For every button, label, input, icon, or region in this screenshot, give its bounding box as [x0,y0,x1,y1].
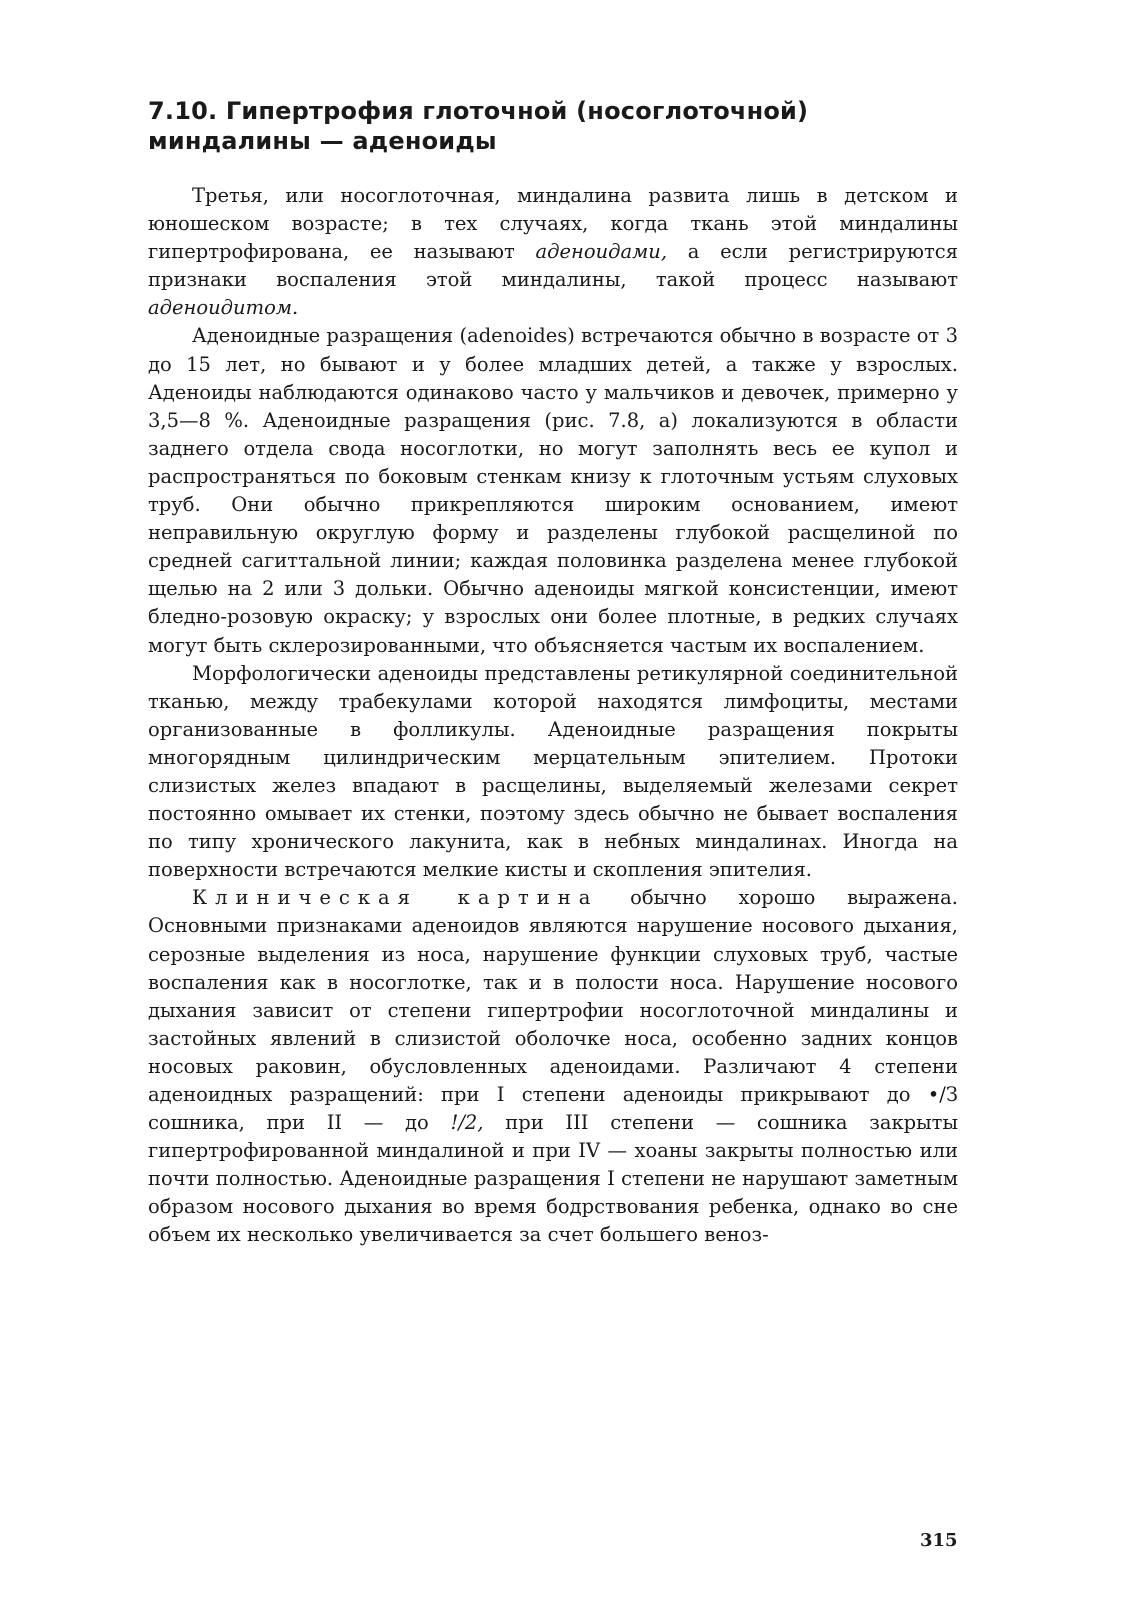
paragraph-1-text-b: а если регистрируются признаки воспаления этой миндалины, такой процесс называют [148,240,958,292]
paragraph-1 [148,182,958,322]
term-adenoids: аденоидами, [535,240,668,264]
spaced-term-clinical-picture: Клиническая картина [192,886,599,910]
section-heading [148,96,958,156]
paragraph-2: Аденоидные разращения (adenoides) встречаются обычно в возрасте от 3 до 15 лет, но бывают и у более младших детей, а также у взрослых. Аденоиды наблюдаются одинаково часто у мальчиков и девочек, примерно у 3,5—8 %. Аденоидные разращения (рис. 7.8, а) локализуются в области заднего отдела свода носоглотки, но могут заполнять весь ее купол и распространяться по боковым стенкам книзу к глоточным устьям слуховых труб. Они обычно прикрепляются широким основанием, имеют неправильную округлую форму и разделены глубокой расщелиной по средней сагиттальной линии; каждая половинка разделена менее глубокой щелью на 2 или 3 дольки. Обычно аденоиды мягкой консистенции, имеют бледно-розовую окраску; у взрослых они более плотные, в редких случаях могут быть склерозированными, что объясняется частым их воспалением. [148,324,958,657]
paragraph-4-text-b: при III степени — сошника закрыты гипертрофированной миндалиной и при IV — хоаны закрыты полностью или почти полностью. Аденоидные разращения I степени не нарушают заметным образом носового дыхания во время бодрствования ребенка, однако во сне объем их несколько увеличивается за счет большего веноз- [148,1111,958,1247]
paragraph-3: Морфологически аденоиды представлены ретикулярной соединительной тканью, между трабекулами которой находятся лимфоциты, местами организованные в фолликулы. Аденоидные разращения покрыты многорядным цилиндрическим мерцательным эпителием. Протоки слизистых желез впадают в расщелины, выделяемый железами секрет постоянно омывает их стенки, поэтому здесь обычно не бывает воспаления по типу хронического лакунита, как в небных миндалинах. Иногда на поверхности встречаются мелкие кисты и скопления эпителия. [148,661,958,882]
page-number: 315 [920,1530,958,1551]
term-adenoiditis: аденоидитом. [148,296,299,320]
body-text [148,182,958,1250]
heading-line-2: миндалины — аденоиды [148,127,497,155]
book-page [148,88,958,1568]
paragraph-4-text-a: обычно хорошо выражена. Основными признаками аденоидов являются нарушение носового дыхания, серозные выделения из носа, нарушение функции слуховых труб, частые воспаления как в носоглотке, так и в полости носа. Нарушение носового дыхания зависит от степени гипертрофии носоглоточной миндалины и застойных явлений в слизистой оболочке носа, особенно задних концов носовых раковин, обусловленных аденоидами. Различают 4 степени аденоидных разращений: при I степени аденоиды прикрывают до •/З сошника, при II — до [148,886,958,1135]
fraction-half: !/2, [450,1111,484,1135]
paragraph-1-text-a: Третья, или носоглоточная, миндалина развита лишь в детском и юношеском возрасте; в тех случаях, когда ткань этой миндалины гипертрофирована, ее называют [148,184,958,264]
paragraph-4 [148,884,958,1249]
heading-line-1: 7.10. Гипертрофия глоточной (носоглоточной) [148,97,809,125]
